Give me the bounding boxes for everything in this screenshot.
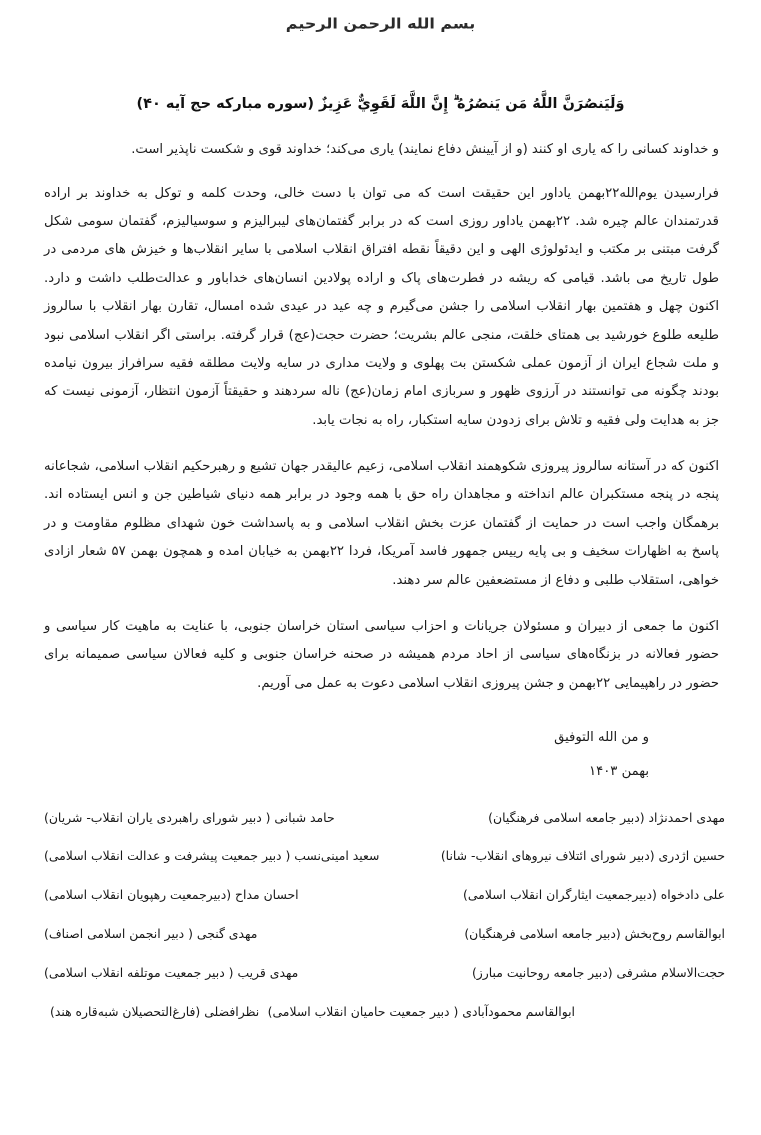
closing-block (0, 724, 761, 785)
paragraph-2: اکنون که در آستانه سالروز پیروزی شکوهمند انقلاب اسلامی، زعیم عالیقدر جهان تشیع و رهبرحکیم انقلاب اسلامی، شجاعانه پنجه در پنجه مستکبران عالم انداخته و مجاهدان راه حق با همه وجود در برابر همه دنیای شیاطین جن و انس ایستاده اند. برهمگان واجب است در حمایت از گفتمان عزت بخش انقلاب اسلامی و به پاسداشت خون شهدای مظلوم مقاومت و در پاسخ به اظهارات سخیف و بی پایه رییس جمهور فاسد آمریکا، فردا ۲۲بهمن به خیابان امده و همچون بهمن ۵۷ شعار ازادی خواهی، استقلاب طلبی و دفاع از مستضعفین عالم سر دهند. (44, 459, 719, 588)
signatory-left: نظرافضلی (فارغ‌التحصیلان شبه‌قاره هند) (50, 1003, 260, 1019)
signatory-right: علی دادخواه (دبیرجمعیت ایثارگران انقلاب اسلامی) (463, 887, 725, 903)
signatory-right: حجت‌الاسلام مشرفی (دبیر جامعه روحانیت مبارز) (471, 964, 725, 980)
signature-block (0, 808, 761, 1022)
closing-phrase: و من الله التوفیق (554, 730, 649, 746)
body-paragraphs (0, 180, 761, 698)
signatory-right: حسین اژدری (دبیر شورای ائتلاف نیروهای انقلاب- شانا) (440, 848, 725, 864)
verse-translation-row (0, 137, 761, 162)
signatory-right: ابوالقاسم محمودآبادی ( دبیر جمعیت حامیان انقلاب اسلامی) (267, 1003, 575, 1019)
signature-row (36, 1002, 725, 1022)
basmala-row (0, 0, 761, 54)
document-date: بهمن ۱۴۰۳ (589, 763, 649, 779)
signature-row (36, 808, 725, 828)
signatory-left: حامد شبانی ( دبیر شورای راهبردی یاران انقلاب- شریان) (44, 809, 335, 825)
signature-row (36, 846, 725, 866)
basmala-text: بسم الله الرحمن الرحیم (285, 14, 476, 33)
signatory-left: احسان مداح (دبیرجمعیت رهپویان انقلاب اسلامی) (44, 887, 299, 903)
signatory-right: ابوالقاسم روح‌بخش (دبیر جامعه اسلامی فرهنگیان) (464, 926, 725, 942)
signature-row (36, 885, 725, 905)
quran-verse-row (0, 92, 761, 117)
paragraph-3: اکنون ما جمعی از دبیران و مسئولان جریانات و احزاب سیاسی استان خراسان جنوبی، با عنایت به ماهیت کار سیاسی و حضور فعالانه در بزنگاه‌های سیاسی از احاد مردم همیشه در صحنه خراسان جنوبی و کلیه فعالان سیاسی صمیمانه برای حضور در راهپیمایی ۲۲بهمن و جشن پیروزی انقلاب اسلامی دعوت به عمل می آوریم. (44, 618, 719, 691)
signatory-left: مهدی قریب ( دبیر جمعیت موتلفه انقلاب اسلامی) (44, 964, 299, 980)
signature-row (36, 924, 725, 944)
signatory-right: مهدی احمدنژاد (دبیر جامعه اسلامی فرهنگیان) (488, 809, 725, 825)
signatory-left: سعید امینی‌نسب ( دبیر جمعیت پیشرفت و عدالت انقلاب اسلامی) (44, 848, 380, 864)
paragraph-1: فرارسیدن یوم‌الله۲۲بهمن یاداور این حقیقت است که می توان با دست خالی، وحدت کلمه و توکل به خداوند بر اراده قدرتمندان عالم چیره شد. ۲۲بهمن یاداور روزی است که در برابر گفتمان‌های لیبرالیزم و سوسیالیزم، گفتمان سومی شکل گرفت مبتنی بر مکتب و ایدئولوژی الهی و این دقیقاً نقطه افتراق انقلاب اسلامی با سایر انقلاب‌ها و خیزش های مردمی در طول تاریخ می باشد. قیامی که ریشه در فطرت‌های پاک و اراده پولادین انسان‌های خداباور و عدالت‌طلب داشت و دارد. اکنون چهل و هفتمین بهار انقلاب اسلامی را جشن می‌گیرم و چه عید در عیدی شده امسال، تقارن بهار انقلاب با سالروز طلیعه طلوع خورشید بی همتای خلقت، منجی عالم بشریت؛ حضرت حجت(عج) قرار گرفته. براستی اگر انقلاب اسلامی نبود و ملت شجاع ایران از آزمون عملی شکستن بت پهلوی و ولایت مداری در سایه ولایت مطلقه فقیه سرافراز بیرون نیامده بودند چگونه می توانستند در آرزوی ظهور و سربازی امام زمان(عج) ناله سردهند و حقیقتاً آزمون انتظار، آزمونی نیست که جز به هدایت ولی فقیه و تلاش برای زدودن سایه استکبار، راه به نجات یابد. (44, 185, 719, 428)
quran-verse-text: وَلَيَنصُرَنَّ اللَّهُ مَن يَنصُرُهُ ۗ إِنَّ اللَّهَ لَقَوِيٌّ عَزِيزٌ (سوره مبارکه حج آیه ۴۰) (136, 96, 625, 112)
verse-translation-text: و خداوند کسانی را که یاری او کنند (و از آیینش دفاع نمایند) یاری می‌کند؛ خداوند قوی و شکست ناپذیر است. (131, 141, 719, 157)
signature-row (36, 963, 725, 983)
signatory-left: مهدی گنجی ( دبیر انجمن اسلامی اصناف) (44, 926, 258, 942)
